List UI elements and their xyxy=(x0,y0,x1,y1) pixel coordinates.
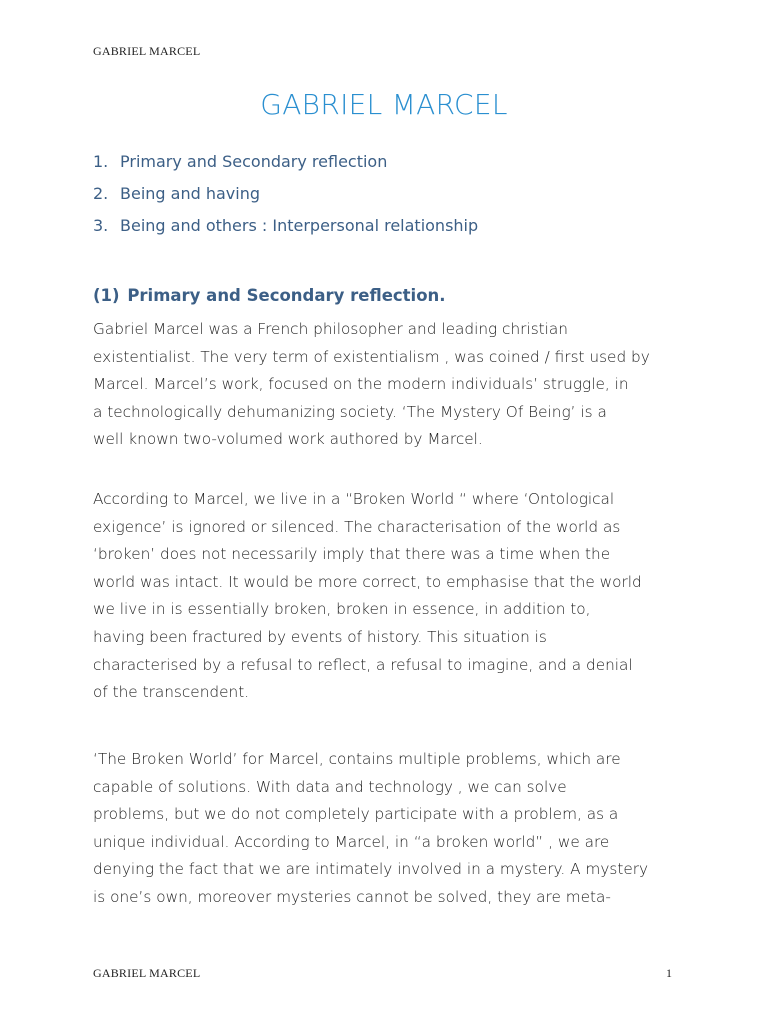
toc-item-label: Being and others : Interpersonal relationship xyxy=(120,216,479,235)
paragraph-line: ‘The Broken World’ for Marcel, contains multiple problems, which are xyxy=(93,750,621,768)
toc-item-number: 3. xyxy=(93,216,109,235)
paragraph-line: ‘broken’ does not necessarily imply that there was a time when the xyxy=(93,545,611,564)
paragraph-line: denying the fact that we are intimately involved in a mystery. A mystery xyxy=(93,860,649,879)
paragraph-line: world was intact. It would be more correct, to emphasise that the world xyxy=(93,572,642,591)
toc-item-number: 2. xyxy=(93,184,109,203)
paragraph-line: a technologically dehumanizing society. ‘The Mystery Of Being’ is a xyxy=(93,402,607,421)
toc-item-number: 1. xyxy=(93,152,109,171)
paragraph-line: exigence’ is ignored or silenced. The characterisation of the world as xyxy=(93,517,621,536)
section-number: (1) xyxy=(93,286,120,305)
paragraph-line: Gabriel Marcel was a French philosopher and leading christian xyxy=(93,320,568,338)
paragraph-line: characterised by a refusal to reflect, a refusal to imagine, and a denial xyxy=(93,655,633,674)
toc-item xyxy=(93,184,478,216)
body-paragraph-3 xyxy=(93,746,683,912)
paragraph-line: unique individual. According to Marcel, in “a broken world” , we are xyxy=(93,832,610,851)
document-title: GABRIEL MARCEL xyxy=(260,88,508,121)
section-heading-label: Primary and Secondary reflection. xyxy=(127,286,446,305)
paragraph-line: well known two-volumed work authored by Marcel. xyxy=(93,430,483,449)
toc-item xyxy=(93,216,478,248)
toc-item-label: Being and having xyxy=(120,184,260,203)
paragraph-line: capable of solutions. With data and technology , we can solve xyxy=(93,777,567,796)
toc-item xyxy=(93,152,478,184)
paragraph-line: is one’s own, moreover mysteries cannot be solved, they are meta- xyxy=(93,887,611,906)
paragraph-line: According to Marcel, we live in a “Broken World “ where ‘Ontological xyxy=(93,490,615,508)
paragraph-line: we live in is essentially broken, broken in essence, in addition to, xyxy=(93,600,591,619)
body-paragraph-1 xyxy=(93,316,683,454)
body-paragraph-2 xyxy=(93,486,683,707)
section-heading xyxy=(93,286,446,305)
table-of-contents xyxy=(93,152,478,248)
paragraph-line: problems, but we do not completely participate with a problem, as a xyxy=(93,805,619,824)
toc-item-label: Primary and Secondary reflection xyxy=(120,152,388,171)
paragraph-line: having been fractured by events of history. This situation is xyxy=(93,627,547,646)
running-footer: GABRIEL MARCEL xyxy=(93,966,201,980)
page-number: 1 xyxy=(666,966,672,980)
running-header: GABRIEL MARCEL xyxy=(93,44,201,58)
paragraph-line: existentialist. The very term of existentialism , was coined / first used by xyxy=(93,347,650,366)
paragraph-line: Marcel. Marcel’s work, focused on the modern individuals’ struggle, in xyxy=(93,375,629,394)
paragraph-line: of the transcendent. xyxy=(93,683,250,702)
